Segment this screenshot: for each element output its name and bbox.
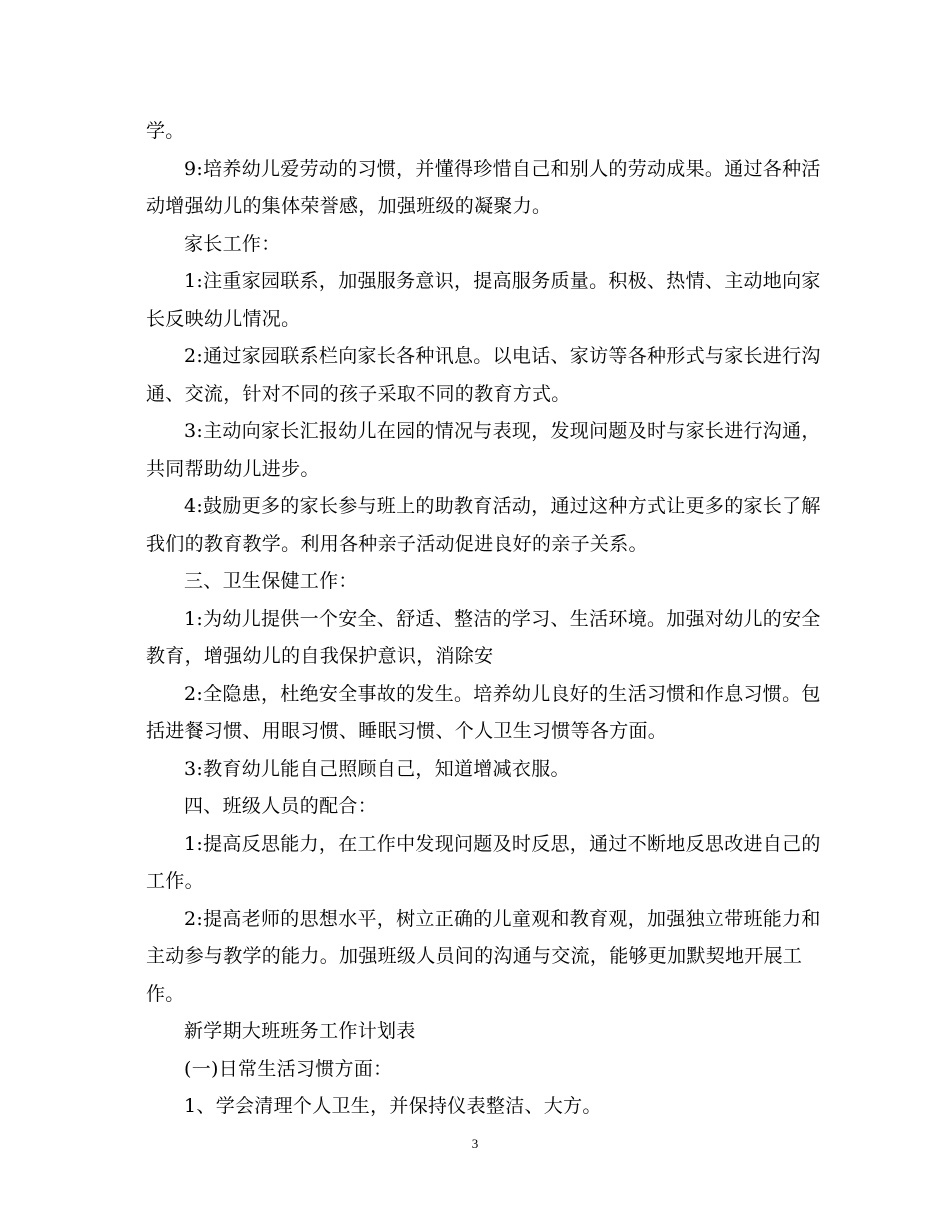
text-line: 家长工作： — [184, 232, 281, 255]
text-line: 9:培养幼儿爱劳动的习惯，并懂得珍惜自己和别人的劳动成果。通过各种活 — [184, 157, 821, 180]
text-line: 三、卫生保健工作： — [184, 570, 358, 592]
text-line: 教育，增强幼儿的自我保护意识，消除安 — [146, 645, 494, 667]
text-line: 1、学会清理个人卫生，并保持仪表整洁、大方。 — [184, 1095, 602, 1117]
text-line: 1:注重家园联系，加强服务意识，提高服务质量。积极、热情、主动地向家 — [184, 270, 821, 292]
text-line: 4:鼓励更多的家长参与班上的助教育活动，通过这种方式让更多的家长了解 — [184, 495, 821, 517]
text-line: 作。 — [146, 982, 185, 1005]
body-text — [146, 113, 821, 1126]
text-line: 新学期大班班务工作计划表 — [184, 1020, 416, 1042]
text-line: 长反映幼儿情况。 — [146, 307, 301, 330]
text-line: 动增强幼儿的集体荣誉感，加强班级的凝聚力。 — [146, 195, 552, 217]
text-line: 四、班级人员的配合： — [184, 795, 378, 817]
text-line: 3:教育幼儿能自己照顾自己，知道增减衣服。 — [184, 757, 570, 780]
text-line: 我们的教育教学。利用各种亲子活动促进良好的亲子关系。 — [146, 532, 648, 555]
text-line: 1:为幼儿提供一个安全、舒适、整洁的学习、生活环境。加强对幼儿的安全 — [184, 607, 821, 630]
text-line: 括进餐习惯、用眼习惯、睡眠习惯、个人卫生习惯等各方面。 — [146, 720, 668, 742]
text-line: 通、交流，针对不同的孩子采取不同的教育方式。 — [146, 382, 571, 405]
text-line: 学。 — [146, 120, 185, 142]
text-line: 1:提高反思能力，在工作中发现问题及时反思，通过不断地反思改进自己的 — [184, 832, 821, 855]
text-line: 2:通过家园联系栏向家长各种讯息。以电话、家访等各种形式与家长进行沟 — [184, 345, 821, 367]
text-line: 主动参与教学的能力。加强班级人员间的沟通与交流，能够更加默契地开展工 — [146, 945, 803, 967]
page-number: 3 — [471, 1136, 479, 1151]
text-line: 共同帮助幼儿进步。 — [146, 457, 320, 480]
text-line: 3:主动向家长汇报幼儿在园的情况与表现，发现问题及时与家长进行沟通， — [184, 420, 821, 442]
text-line: 2:提高老师的思想水平，树立正确的儿童观和教育观，加强独立带班能力和 — [184, 907, 821, 930]
text-line: (一)日常生活习惯方面： — [184, 1057, 393, 1080]
text-line: 工作。 — [146, 870, 204, 892]
text-line: 2:全隐患，杜绝安全事故的发生。培养幼儿良好的生活习惯和作息习惯。包 — [184, 682, 821, 705]
